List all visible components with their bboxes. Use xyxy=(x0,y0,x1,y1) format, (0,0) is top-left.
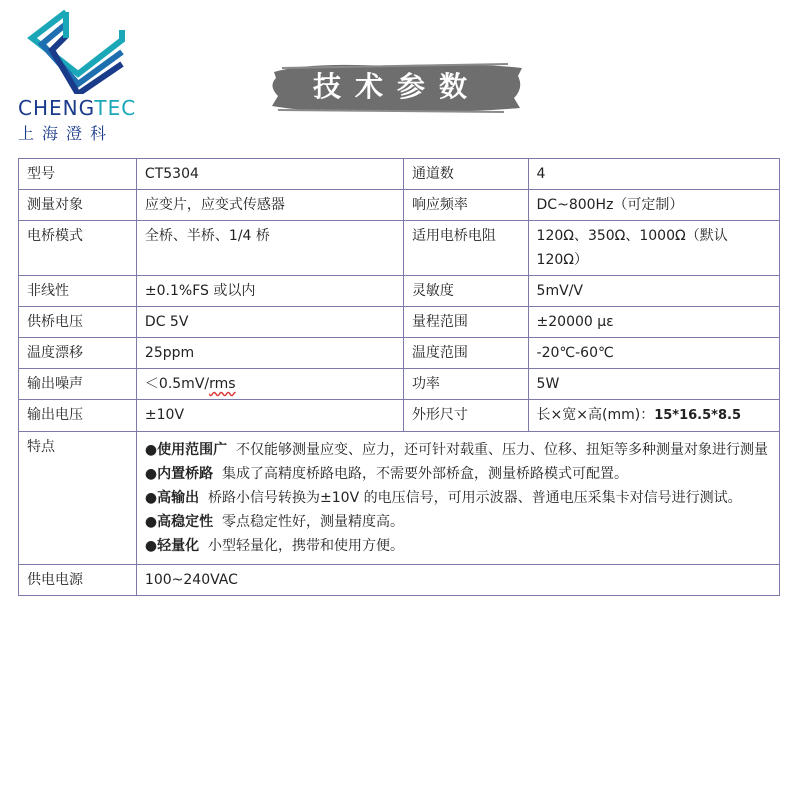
feature-text: 小型轻量化，携带和使用方便。 xyxy=(208,538,405,554)
company-logo xyxy=(18,8,148,143)
param-value: ±20000 με xyxy=(528,307,779,338)
dimension-label: 长×宽×高(mm)： xyxy=(536,407,655,423)
noise-value: ＜0.5mV/ xyxy=(144,376,210,392)
feature-item xyxy=(145,510,771,534)
brand-name-chinese: 上海澄科 xyxy=(18,124,115,143)
feature-text: 不仅能够测量应变、应力，还可针对载重、压力、位移、扭矩等多种测量对象进行测量 xyxy=(236,442,769,458)
feature-item xyxy=(145,438,771,462)
table-row xyxy=(19,565,780,596)
param-label: 量程范围 xyxy=(403,307,528,338)
feature-text: 集成了高精度桥路电路，不需要外部桥盒，测量桥路模式可配置。 xyxy=(222,466,629,482)
table-row xyxy=(19,338,780,369)
feature-text: 桥路小信号转换为±10V 的电压信号，可用示波器、普通电压采集卡对信号进行测试。 xyxy=(208,490,742,506)
param-label: 温度漂移 xyxy=(19,338,137,369)
param-label: 响应频率 xyxy=(403,190,528,221)
feature-title: 使用范围广 xyxy=(157,442,228,458)
param-label: 输出噪声 xyxy=(19,369,137,400)
param-label: 通道数 xyxy=(403,159,528,190)
param-label: 适用电桥电阻 xyxy=(403,221,528,276)
table-row-features xyxy=(19,432,780,565)
param-value: 应变片，应变式传感器 xyxy=(136,190,403,221)
page-title: 技术参数 xyxy=(312,70,481,103)
noise-unit: rms xyxy=(209,376,236,392)
table-row xyxy=(19,159,780,190)
param-label: 灵敏度 xyxy=(403,276,528,307)
bullet-icon: ● xyxy=(144,490,158,506)
param-value: DC~800Hz（可定制） xyxy=(528,190,779,221)
param-value xyxy=(136,369,403,400)
table-row xyxy=(19,400,780,432)
param-value: 4 xyxy=(528,159,779,190)
param-label: 特点 xyxy=(19,432,137,565)
feature-title: 高稳定性 xyxy=(157,514,214,530)
param-value: DC 5V xyxy=(136,307,403,338)
table-row xyxy=(19,221,780,276)
table-row xyxy=(19,190,780,221)
param-label: 非线性 xyxy=(19,276,137,307)
param-value: 100~240VAC xyxy=(136,565,779,596)
features-cell xyxy=(136,432,779,565)
param-value: CT5304 xyxy=(136,159,403,190)
brand-name-part-a: CHENG xyxy=(18,96,95,120)
table-row xyxy=(19,369,780,400)
param-label: 输出电压 xyxy=(19,400,137,432)
table-row xyxy=(19,307,780,338)
brand-name xyxy=(18,96,136,120)
param-value: ±0.1%FS 或以内 xyxy=(136,276,403,307)
feature-title: 轻量化 xyxy=(157,538,200,554)
param-label: 供电电源 xyxy=(19,565,137,596)
param-value: 5W xyxy=(528,369,779,400)
param-label: 测量对象 xyxy=(19,190,137,221)
feature-title: 内置桥路 xyxy=(157,466,214,482)
param-label: 外形尺寸 xyxy=(403,400,528,432)
feature-item xyxy=(145,534,771,558)
table-row xyxy=(19,276,780,307)
param-value: 120Ω、350Ω、1000Ω（默认120Ω） xyxy=(528,221,779,276)
bullet-icon: ● xyxy=(144,466,158,482)
spec-table xyxy=(18,158,780,596)
feature-item xyxy=(145,462,771,486)
title-banner xyxy=(268,58,526,116)
param-label: 型号 xyxy=(19,159,137,190)
param-label: 功率 xyxy=(403,369,528,400)
feature-title: 高输出 xyxy=(157,490,200,506)
dimension-value: 15*16.5*8.5 xyxy=(654,408,741,423)
param-value: -20℃-60℃ xyxy=(528,338,779,369)
chengtec-logo-icon xyxy=(22,8,132,94)
bullet-icon: ● xyxy=(144,442,158,458)
param-value xyxy=(528,400,779,432)
param-label: 温度范围 xyxy=(403,338,528,369)
param-value: 5mV/V xyxy=(528,276,779,307)
param-value: 全桥、半桥、1/4 桥 xyxy=(136,221,403,276)
bullet-icon: ● xyxy=(144,538,158,554)
bullet-icon: ● xyxy=(144,514,158,530)
param-label: 电桥模式 xyxy=(19,221,137,276)
param-value: 25ppm xyxy=(136,338,403,369)
param-value: ±10V xyxy=(136,400,403,432)
feature-item xyxy=(145,486,771,510)
brand-name-part-b: TEC xyxy=(94,96,137,120)
param-label: 供桥电压 xyxy=(19,307,137,338)
feature-text: 零点稳定性好，测量精度高。 xyxy=(222,514,405,530)
